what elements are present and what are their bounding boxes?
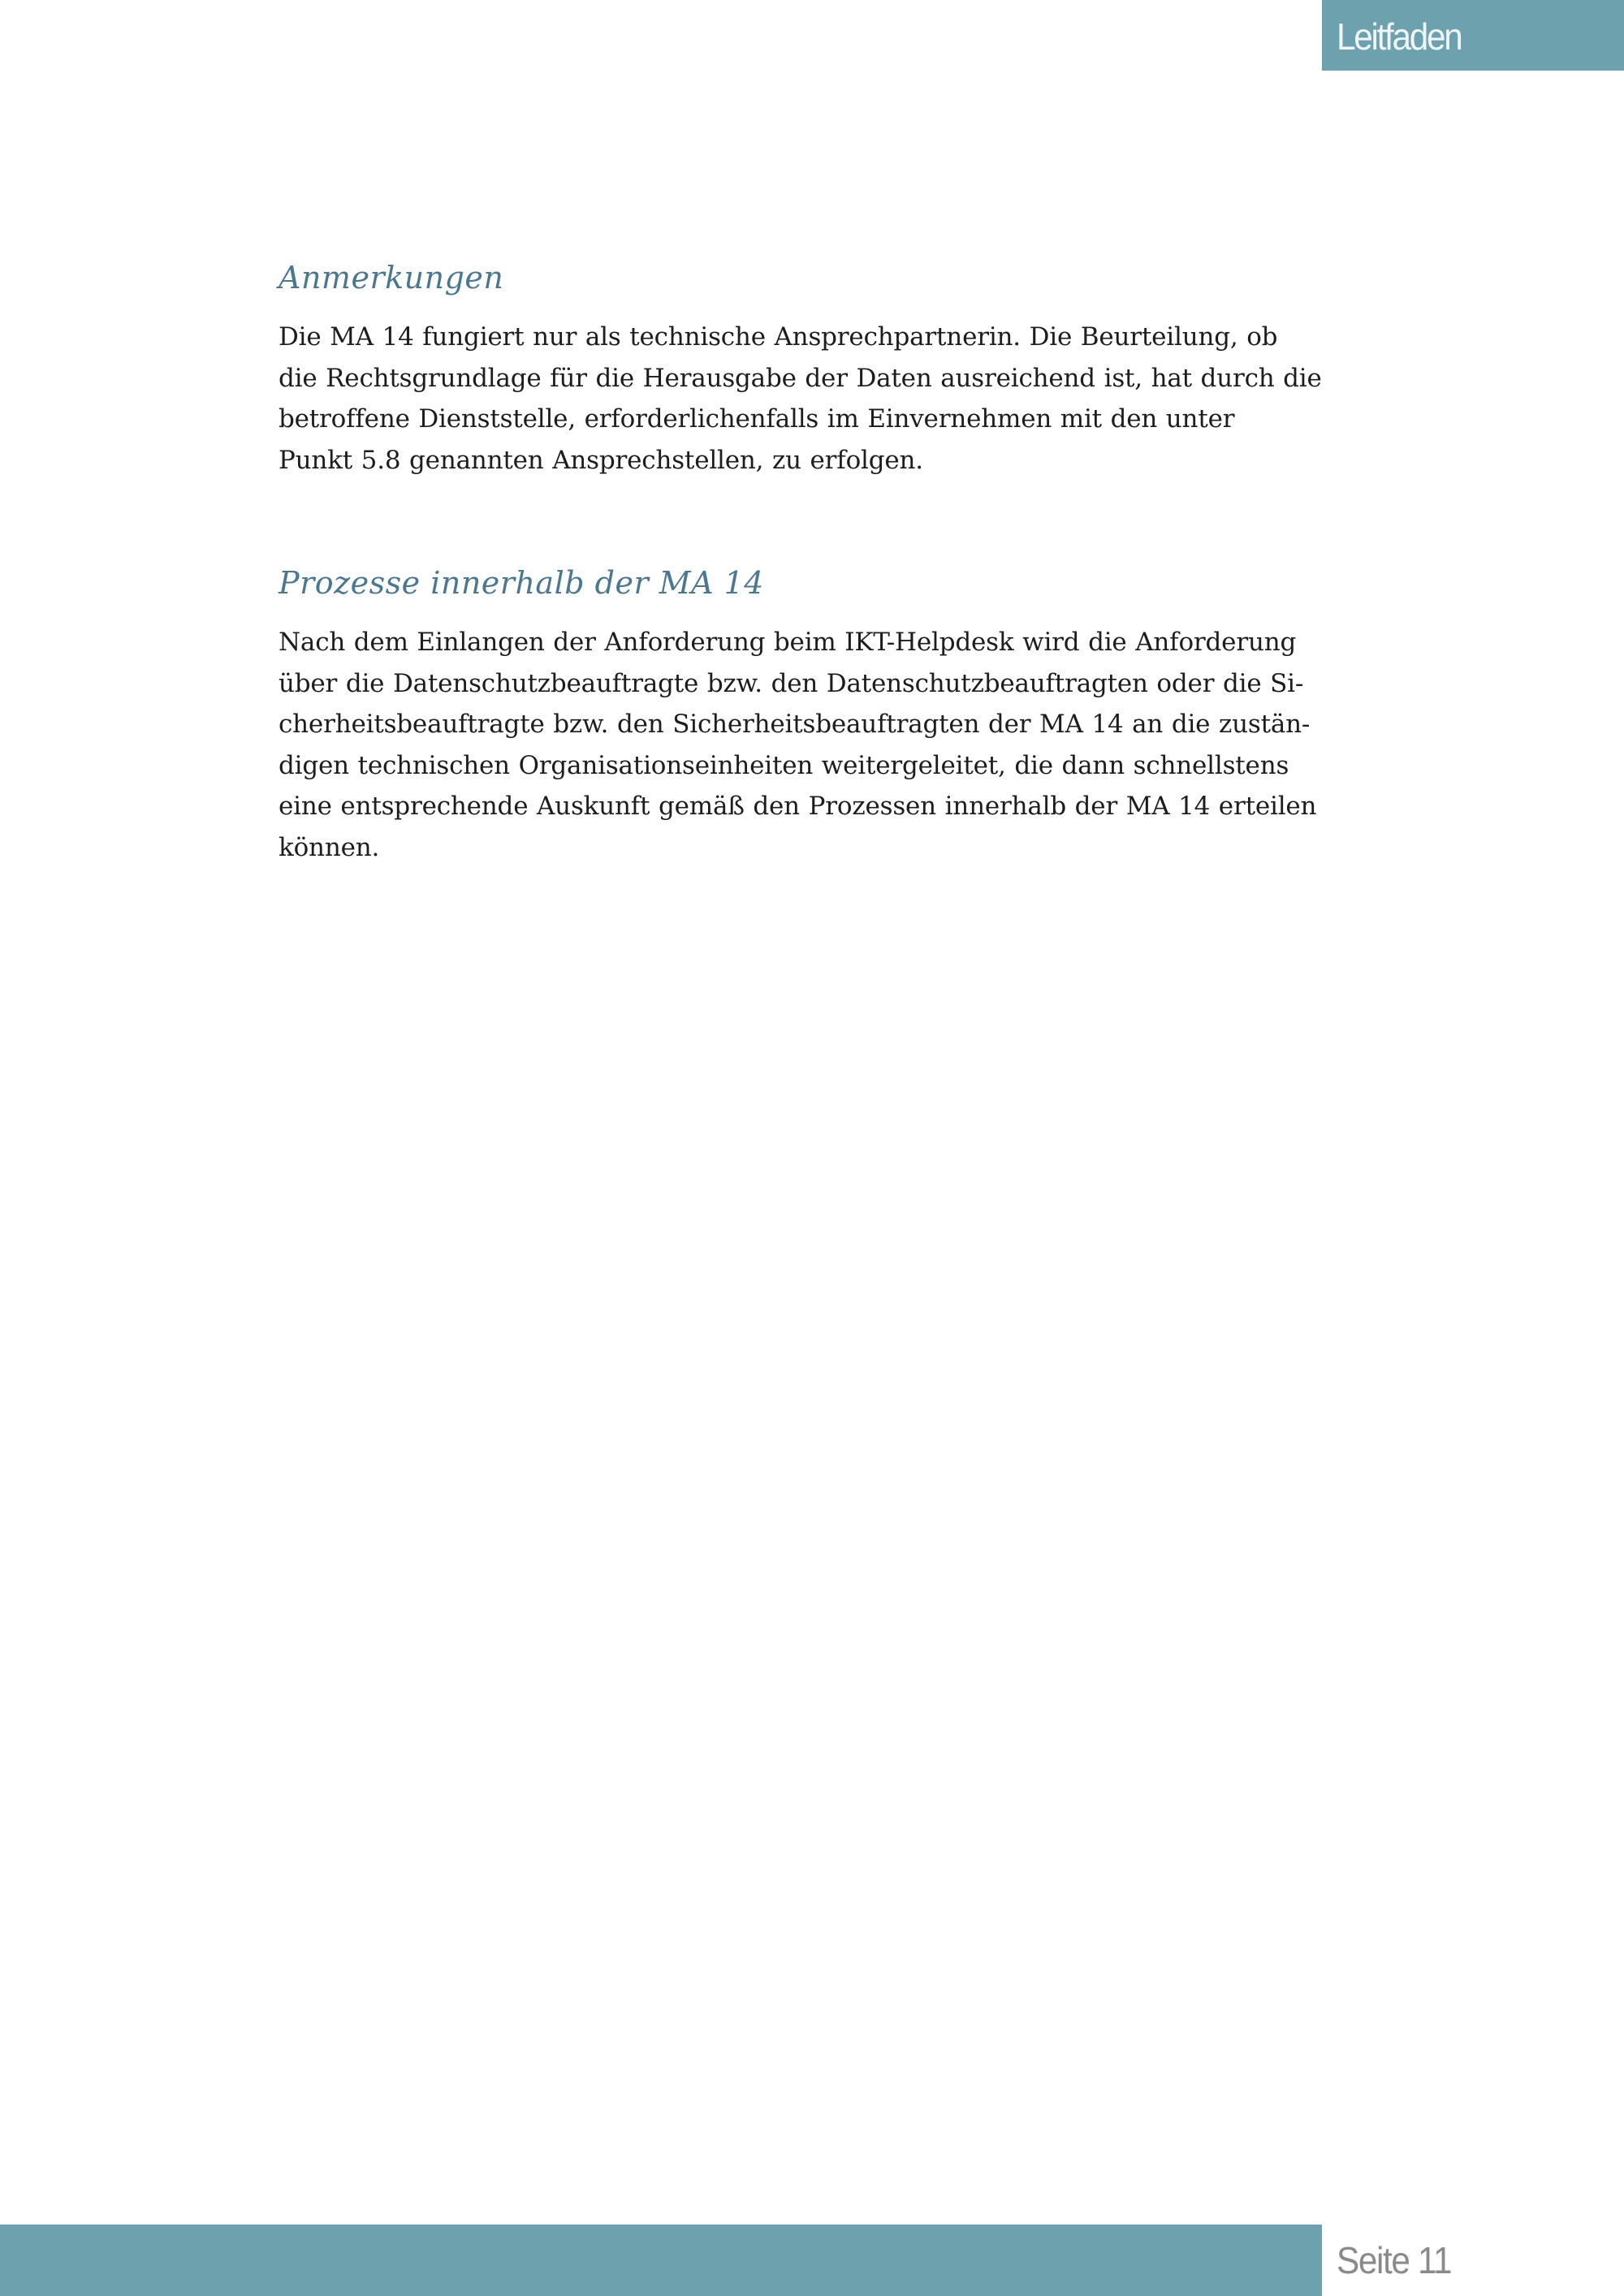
footer-bar — [0, 2225, 1322, 2296]
paragraph-line: betroffene Dienststelle, erforderlichenfalls im Einvernehmen mit den unter — [279, 404, 1235, 434]
paragraph-line: eine entsprechende Auskunft gemäß den Prozessen innerhalb der MA 14 erteilen — [279, 792, 1317, 821]
section-heading: Anmerkungen — [279, 260, 504, 296]
paragraph-line: cherheitsbeauftragte bzw. den Sicherheitsbeauftragten der MA 14 an die zustän- — [279, 710, 1311, 739]
section-paragraph — [279, 622, 1334, 868]
header-tab — [1322, 0, 1624, 71]
paragraph-line: können. — [279, 832, 380, 862]
paragraph-line: Nach dem Einlangen der Anforderung beim IKT-Helpdesk wird die Anforderung — [279, 628, 1297, 657]
section-prozesse — [279, 565, 1334, 868]
paragraph-line: über die Datenschutzbeauftragte bzw. den Datenschutzbeauftragten oder die Si- — [279, 668, 1304, 698]
page-content — [279, 260, 1334, 868]
section-paragraph — [279, 317, 1334, 481]
page-number: Seite 11 — [1337, 2239, 1452, 2281]
section-anmerkungen — [279, 260, 1334, 481]
paragraph-line: Punkt 5.8 genannten Ansprechstellen, zu erfolgen. — [279, 445, 923, 475]
paragraph-line: digen technischen Organisationseinheiten weitergeleitet, die dann schnellstens — [279, 750, 1289, 780]
paragraph-line: die Rechtsgrundlage für die Herausgabe der Daten ausreichend ist, hat durch die — [279, 363, 1322, 393]
header-label: Leitfaden — [1337, 15, 1462, 58]
paragraph-line: Die MA 14 fungiert nur als technische Ansprechpartnerin. Die Beurteilung, ob — [279, 322, 1278, 352]
section-heading: Prozesse innerhalb der MA 14 — [279, 565, 764, 601]
